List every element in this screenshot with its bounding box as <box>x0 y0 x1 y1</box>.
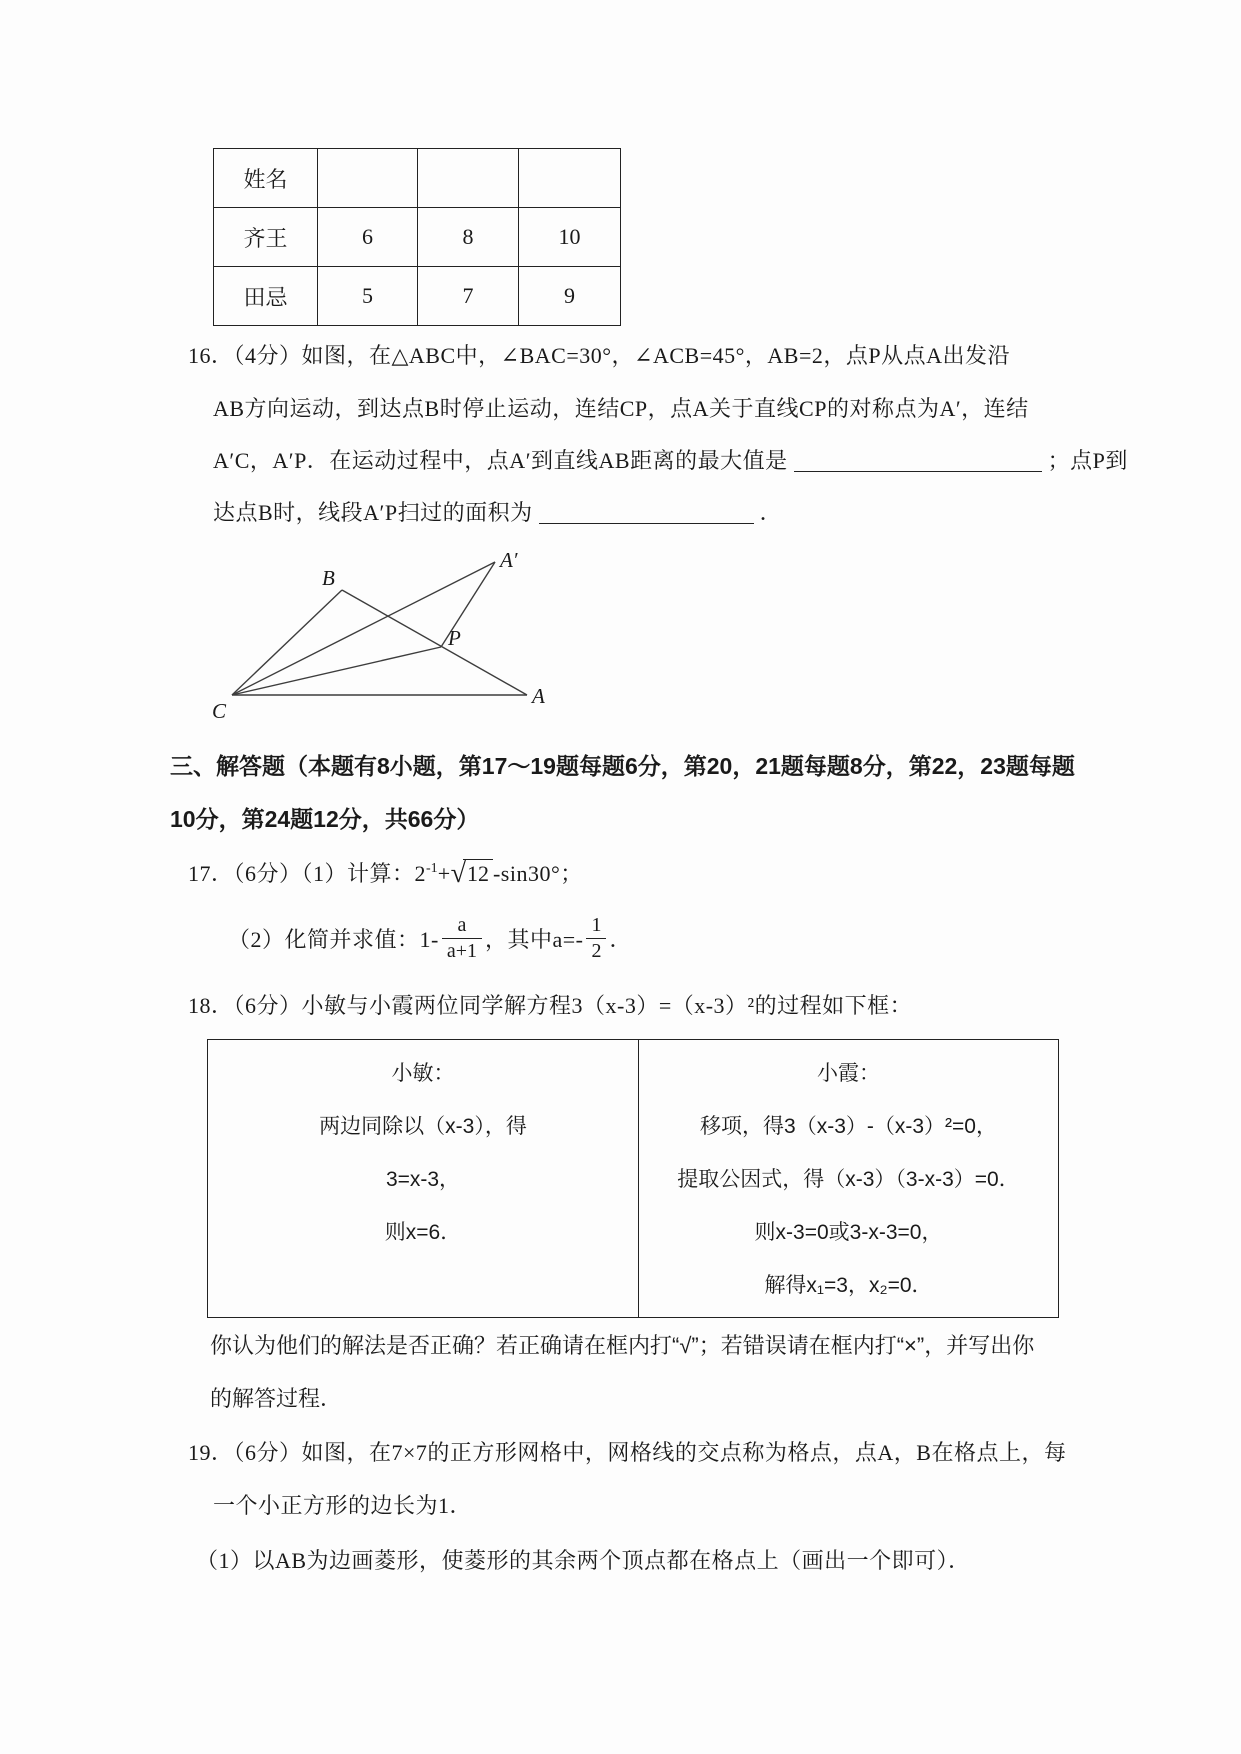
table-row <box>214 267 621 326</box>
q17-simplify-suffix: ． <box>609 926 632 952</box>
q18-solution-box <box>207 1039 1059 1318</box>
solution-line: 则x-3=0或3-x-3=0， <box>754 1220 943 1244</box>
fraction-denominator: a+1 <box>446 939 477 962</box>
q16-line4-tail: ． <box>759 500 783 525</box>
table-cell: 9 <box>519 267 621 326</box>
point-label-A: A <box>532 684 545 708</box>
q17-line1 <box>188 853 583 890</box>
section-heading-line2: 10分，第24题12分，共66分） <box>170 806 480 832</box>
plus-sign: + <box>437 861 451 886</box>
fraction-one-half <box>586 914 606 963</box>
solution-line: 则x=6． <box>384 1220 462 1244</box>
section-heading-line1: 三、解答题（本题有8小题，第17～19题每题6分，第20，21题每题8分，第22，23题每题 <box>170 753 1075 779</box>
q17-simplify-prefix: （2）化简并求值：1- <box>228 926 439 952</box>
segment-CB <box>232 590 342 695</box>
exponent: -1 <box>426 861 438 876</box>
q16-line4 <box>213 497 782 529</box>
solution-column-xiaomin <box>208 1040 638 1317</box>
table-cell <box>318 149 418 208</box>
table-cell <box>418 149 519 208</box>
fraction-a-over-a-plus-1 <box>442 914 482 963</box>
table-cell: 姓名 <box>214 149 318 208</box>
q17-line2 <box>228 905 632 971</box>
table-cell: 齐王 <box>214 208 318 267</box>
point-label-P: P <box>448 626 461 650</box>
sqrt-icon: √ <box>450 858 466 889</box>
solution-line: 3=x-3， <box>385 1167 461 1191</box>
point-label-B: B <box>322 566 335 590</box>
solution-line: 提取公因式，得（x-3）（3-x-3）=0． <box>677 1167 1020 1191</box>
solution-line: 小敏： <box>391 1061 455 1085</box>
fraction-numerator: a <box>442 914 482 939</box>
solution-column-xiaoxia <box>638 1040 1058 1317</box>
table-cell <box>519 149 621 208</box>
q19-line2: 一个小正方形的边长为1． <box>213 1493 473 1518</box>
answer-blank-1 <box>794 447 1042 472</box>
q16-line3 <box>213 445 1128 477</box>
geometry-figure <box>200 545 560 730</box>
q18-note-line1: 你认为他们的解法是否正确？若正确请在框内打“√”；若错误请在框内打“×”，并写出你 <box>210 1333 1035 1358</box>
table-row <box>214 149 621 208</box>
score-table <box>213 148 621 326</box>
table-cell: 田忌 <box>214 267 318 326</box>
solution-line: 小霞： <box>817 1061 880 1085</box>
q17-simplify-middle: ，其中a=- <box>484 926 584 952</box>
q16-line4-text: 达点B时，线段A′P扫过的面积为 <box>213 500 533 525</box>
radicand: 12 <box>463 859 493 886</box>
point-label-A-prime: A′ <box>500 548 518 572</box>
q17-calc-prefix: 17．（6分）（1）计算：2 <box>188 861 427 886</box>
q16-line1: 16．（4分）如图，在△ABC中，∠BAC=30°，∠ACB=45°，AB=2，点P从点A出发沿 <box>188 343 1010 368</box>
table-row <box>214 208 621 267</box>
table-cell: 8 <box>418 208 519 267</box>
q16-line3-tail: ；点P到 <box>1047 448 1128 473</box>
q16-line2: AB方向运动，到达点B时停止运动，连结CP，点A关于直线CP的对称点为A′，连结 <box>213 396 1029 421</box>
point-label-C: C <box>212 699 227 723</box>
q18-line1: 18．（6分）小敏与小霞两位同学解方程3（x-3）=（x-3）²的过程如下框： <box>188 993 913 1018</box>
q16-line3-text: A′C，A′P．在运动过程中，点A′到直线AB距离的最大值是 <box>213 448 788 473</box>
table-cell: 7 <box>418 267 519 326</box>
q18-note-line2: 的解答过程． <box>210 1386 343 1411</box>
answer-blank-2 <box>539 499 754 524</box>
q19-line1: 19．（6分）如图，在7×7的正方形网格中，网格线的交点称为格点，点A，B在格点上，每 <box>188 1440 1067 1465</box>
solution-line: 解得x₁=3，x₂=0． <box>764 1273 933 1297</box>
segment-BA <box>342 590 527 695</box>
q19-line3: （1）以AB为边画菱形，使菱形的其余两个顶点都在格点上（画出一个即可）． <box>196 1548 971 1573</box>
solution-line: 移项，得3（x-3）-（x-3）²=0， <box>700 1114 997 1138</box>
table-cell: 10 <box>519 208 621 267</box>
fraction-denominator: 2 <box>591 939 602 962</box>
solution-line: 两边同除以（x-3），得 <box>319 1114 527 1138</box>
segment-CP <box>232 647 441 695</box>
q17-calc-suffix: -sin30°； <box>492 861 583 886</box>
table-cell: 5 <box>318 267 418 326</box>
table-cell: 6 <box>318 208 418 267</box>
fraction-numerator: 1 <box>586 914 606 939</box>
